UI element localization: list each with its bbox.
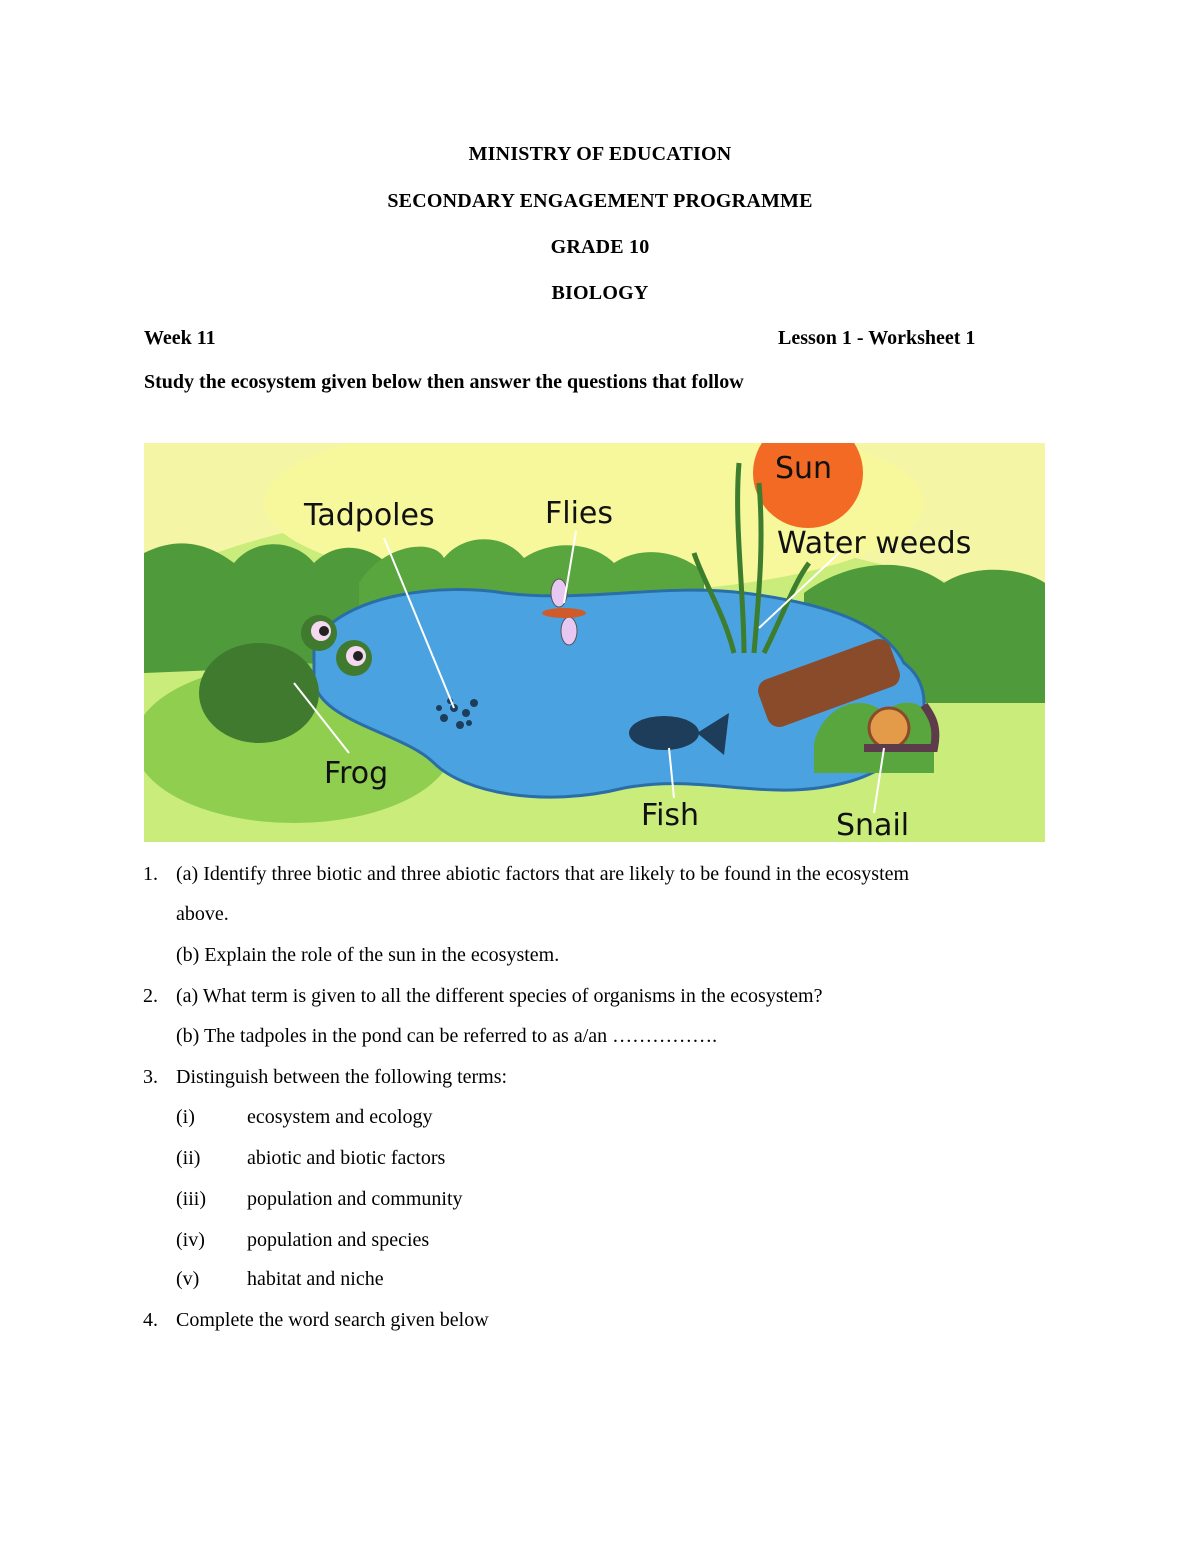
question-1b: (b) Explain the role of the sun in the ecosystem. [176,944,560,966]
list-item-text: ecosystem and ecology [247,1106,433,1128]
question-number: 4. [143,1309,158,1331]
ministry-title: MINISTRY OF EDUCATION [468,143,732,165]
list-item-number: (i) [176,1106,195,1128]
list-item-number: (ii) [176,1147,201,1169]
question-number: 3. [143,1066,158,1088]
label-fish: Fish [641,798,700,833]
label-sun: Sun [775,451,833,486]
list-item-text: abiotic and biotic factors [247,1147,446,1169]
question-number: 2. [143,985,158,1007]
question-2b: (b) The tadpoles in the pond can be referred to as a/an ……………. [176,1025,718,1047]
week-label: Week 11 [144,327,216,349]
label-water-weeds: Water weeds [777,526,972,561]
list-item-text: habitat and niche [247,1268,384,1290]
subject-title: BIOLOGY [551,282,649,304]
label-frog: Frog [324,756,389,791]
lesson-label: Lesson 1 - Worksheet 1 [778,327,976,349]
ecosystem-illustration [144,443,1045,842]
label-tadpoles: Tadpoles [304,498,435,533]
question-1a-line2: above. [176,903,229,925]
programme-title: SECONDARY ENGAGEMENT PROGRAMME [387,190,813,212]
list-item-number: (v) [176,1268,200,1290]
question-number: 1. [143,863,158,885]
instruction: Study the ecosystem given below then answer the questions that follow [144,371,744,393]
list-item-number: (iii) [176,1188,206,1210]
list-item-number: (iv) [176,1229,205,1251]
question-3: Distinguish between the following terms: [176,1066,508,1088]
list-item-text: population and species [247,1229,430,1251]
label-snail: Snail [836,808,910,842]
list-item-text: population and community [247,1188,463,1210]
question-4: Complete the word search given below [176,1309,489,1331]
label-flies: Flies [545,496,614,531]
question-1a-line1: (a) Identify three biotic and three abiotic factors that are likely to be found in the ecosystem [176,863,910,885]
grade-title: GRADE 10 [550,236,650,258]
question-2a: (a) What term is given to all the different species of organisms in the ecosystem? [176,985,823,1007]
